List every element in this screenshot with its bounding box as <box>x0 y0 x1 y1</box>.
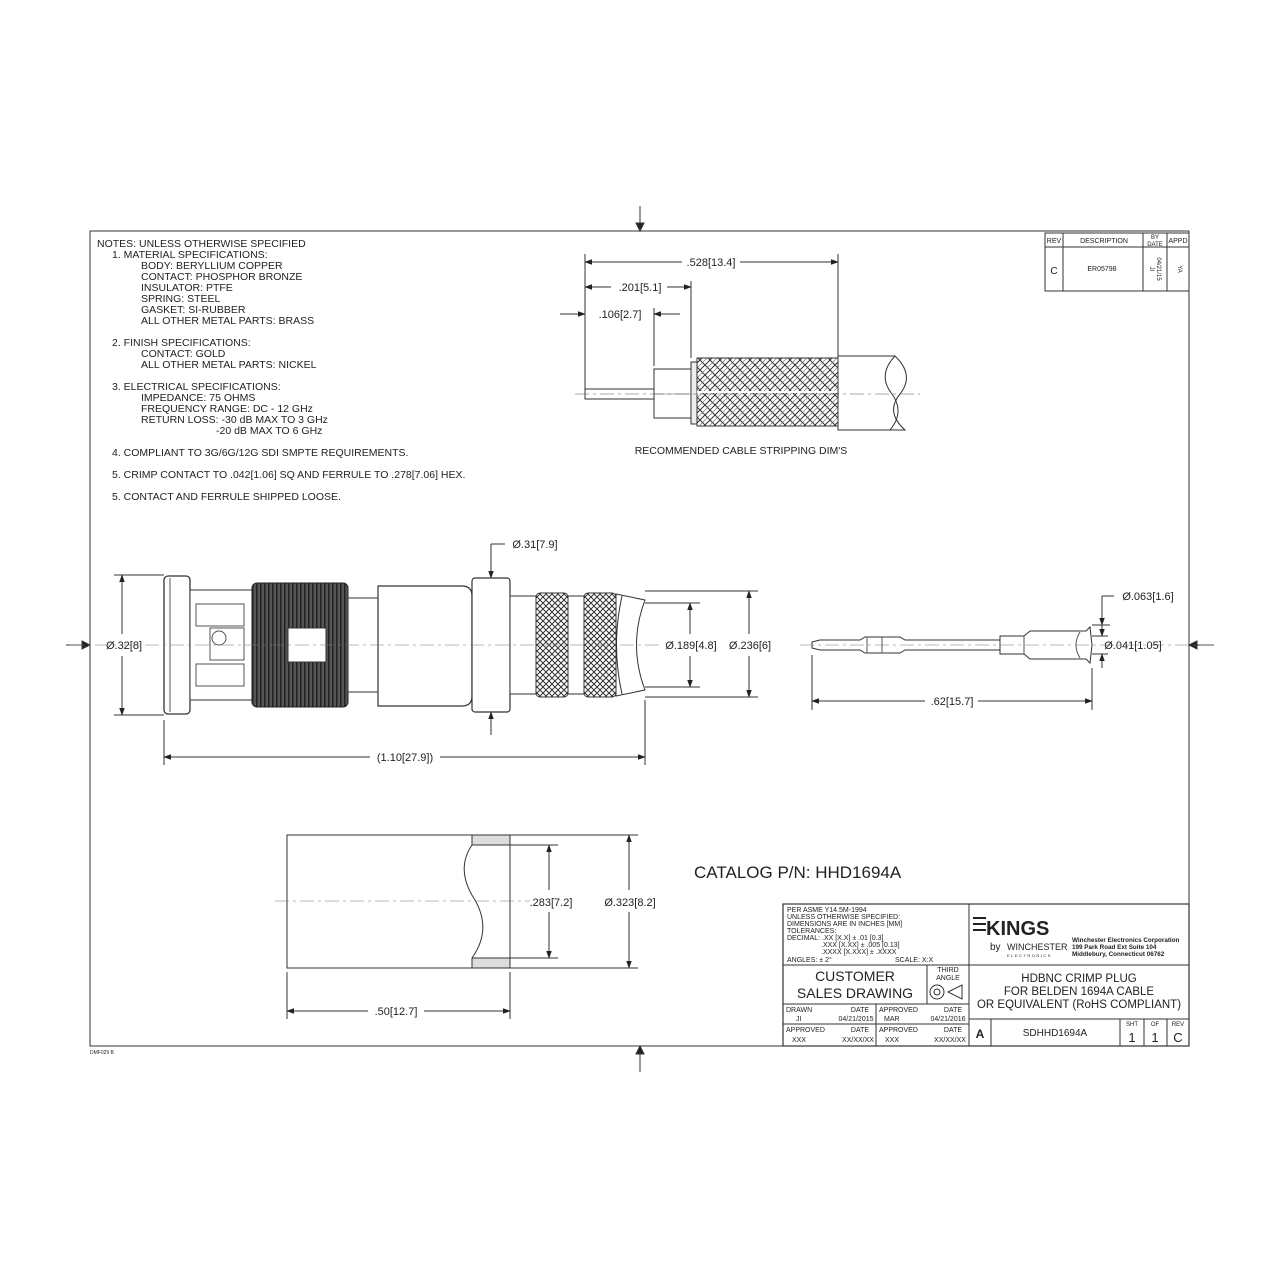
strip-dim-mid: .201[5.1] <box>618 282 662 294</box>
notes-section <box>97 239 465 503</box>
finish-item: ALL OTHER METAL PARTS: NICKEL <box>141 359 317 371</box>
sht-label: SHT <box>1126 1022 1138 1028</box>
company-city: Middlebury, Connecticut 06762 <box>1072 951 1165 958</box>
size-letter: A <box>975 1027 985 1041</box>
finish-title: 2. FINISH SPECIFICATIONS: <box>112 337 251 349</box>
material-item: CONTACT: PHOSPHOR BRONZE <box>141 271 303 283</box>
notes-header: NOTES: UNLESS OTHERWISE SPECIFIED <box>97 238 306 250</box>
strip-dim-overall: .528[13.4] <box>686 257 736 269</box>
ferrule-dim-length: .50[12.7] <box>374 1006 418 1018</box>
approved2-date: XX/XX/XX <box>842 1037 874 1044</box>
sht-value: 1 <box>1128 1030 1136 1045</box>
strip-caption: RECOMMENDED CABLE STRIPPING DIM'S <box>634 445 848 457</box>
connector-main-view <box>70 539 771 765</box>
kings-logo <box>973 918 1068 958</box>
title-line-2: FOR BELDEN 1694A CABLE <box>1003 986 1155 998</box>
approved3-by: XXX <box>885 1037 900 1044</box>
rev-value-tb: C <box>1173 1030 1183 1045</box>
angles: ANGLES: ± 2° <box>787 957 832 964</box>
logo-main: KINGS <box>986 918 1050 940</box>
spec-line-7: .XXXX [X.XXX] ± .XXXX <box>821 949 897 956</box>
contact-dim-length: .62[15.7] <box>930 696 974 708</box>
title-line-1: HDBNC CRIMP PLUG <box>1021 973 1137 985</box>
dim-top: Ø.31[7.9] <box>512 539 558 551</box>
spec-line-1: PER ASME Y14.5M-1994 <box>787 907 867 914</box>
dwg-no: SDHHD1694A <box>1022 1028 1088 1039</box>
return-loss-1: RETURN LOSS: -30 dB MAX TO 3 GHz <box>141 414 328 426</box>
catalog-pn: CATALOG P/N: HHD1694A <box>694 863 902 882</box>
contact-pin-view <box>800 591 1215 710</box>
drawn-label: DRAWN <box>786 1007 813 1014</box>
rev-header: REV <box>1046 238 1062 245</box>
material-item: BODY: BERYLLIUM COPPER <box>141 260 283 272</box>
of-value: 1 <box>1151 1030 1159 1045</box>
dim-length: (1.10[27.9]) <box>376 752 434 764</box>
rev-value: C <box>1050 266 1058 277</box>
material-item: INSULATOR: PTFE <box>141 282 233 294</box>
logo-electronics: ELECTRONICS <box>1007 953 1052 958</box>
company-address: 199 Park Road Ext Suite 104 <box>1072 944 1157 951</box>
contact-dim-top: Ø.063[1.6] <box>1122 591 1174 603</box>
spec-line-4: TOLERANCES: <box>787 928 837 935</box>
approved2-date-label: DATE <box>850 1027 870 1034</box>
date-header: DATE <box>1147 242 1163 248</box>
dim-outer: Ø.236[6] <box>728 640 772 652</box>
approved3-label: APPROVED <box>879 1027 918 1034</box>
spec-line-2: UNLESS OTHERWISE SPECIFIED: <box>787 914 901 921</box>
note-6: 5. CONTACT AND FERRULE SHIPPED LOOSE. <box>112 491 341 503</box>
rev-label: REV <box>1171 1022 1185 1028</box>
approved2-by: XXX <box>792 1037 807 1044</box>
approved-label: APPROVED <box>879 1007 918 1014</box>
title-line-3: OR EQUIVALENT (RoHS COMPLIANT) <box>976 999 1182 1011</box>
form-code: DMF029 B <box>90 1050 114 1056</box>
customer-line-2: SALES DRAWING <box>796 985 914 1001</box>
company-name: Winchester Electronics Corporation <box>1072 937 1180 944</box>
dim-inner: Ø.189[4.8] <box>665 640 717 652</box>
note-4: 4. COMPLIANT TO 3G/6G/12G SDI SMPTE REQUIREMENTS. <box>112 447 409 459</box>
ferrule-dim-inner: .283[7.2] <box>529 897 573 909</box>
finish-item: CONTACT: GOLD <box>141 348 226 360</box>
approved-date-label: DATE <box>943 1007 963 1014</box>
return-loss-2: -20 dB MAX TO 6 GHz <box>216 425 323 437</box>
logo-winchester: WINCHESTER <box>1007 942 1068 952</box>
ferrule-dim-outer: Ø.323[8.2] <box>604 897 656 909</box>
spec-line-5: DECIMAL: .XX [X.X] ± .01 [0.3] <box>787 935 884 942</box>
material-item: SPRING: STEEL <box>141 293 221 305</box>
dielectric <box>654 369 691 418</box>
note-5: 5. CRIMP CONTACT TO .042[1.06] SQ AND FERRULE TO .278[7.06] HEX. <box>112 469 466 481</box>
electrical-title: 3. ELECTRICAL SPECIFICATIONS: <box>112 381 281 393</box>
customer-line-1: CUSTOMER <box>815 968 895 984</box>
drawn-date-label: DATE <box>850 1007 870 1014</box>
description-header: DESCRIPTION <box>1080 238 1128 245</box>
rev-appd: YA <box>1176 265 1182 273</box>
approved3-date-label: DATE <box>943 1027 963 1034</box>
third-angle-1: THIRD <box>937 967 959 974</box>
rev-by: JI <box>1148 266 1154 272</box>
cable-strip-view <box>560 254 920 457</box>
ferrule-view <box>275 835 656 1019</box>
frequency-range: FREQUENCY RANGE: DC - 12 GHz <box>141 403 313 415</box>
material-item: ALL OTHER METAL PARTS: BRASS <box>141 315 315 327</box>
drawn-by: JI <box>796 1016 802 1023</box>
strip-dim-short: .106[2.7] <box>598 309 642 321</box>
connector-body <box>378 586 472 706</box>
logo-by: by <box>990 942 1001 953</box>
ferrule-body <box>287 835 510 968</box>
third-angle-projection-icon <box>930 985 962 999</box>
drawn-date: 04/21/2015 <box>838 1016 874 1023</box>
title-block <box>783 904 1189 1046</box>
dim-flange: Ø.32[8] <box>105 640 143 652</box>
revision-block <box>1045 233 1189 291</box>
by-header: BY <box>1150 235 1160 241</box>
approved-by: MAR <box>884 1016 900 1023</box>
rev-date: 04/21/15 <box>1155 257 1161 281</box>
material-item: GASKET: SI-RUBBER <box>141 304 246 316</box>
approved-date: 04/21/2016 <box>930 1016 966 1023</box>
contact-dim-pin: Ø.041[1.05] <box>1104 640 1162 652</box>
rev-description: ER05798 <box>1087 266 1117 273</box>
approved2-label: APPROVED <box>786 1027 825 1034</box>
of-label: OF <box>1150 1022 1160 1028</box>
material-title: 1. MATERIAL SPECIFICATIONS: <box>112 249 268 261</box>
third-angle-2: ANGLE <box>936 975 960 982</box>
appd-header: APPD <box>1168 238 1188 245</box>
impedance: IMPEDANCE: 75 OHMS <box>141 392 256 404</box>
spec-line-6: .XXX [X.XX] ± .005 [0.13] <box>821 942 900 949</box>
approved3-date: XX/XX/XX <box>934 1037 966 1044</box>
scale: SCALE: X:X <box>895 957 934 964</box>
spec-line-3: DIMENSIONS ARE IN INCHES [MM] <box>787 921 903 928</box>
